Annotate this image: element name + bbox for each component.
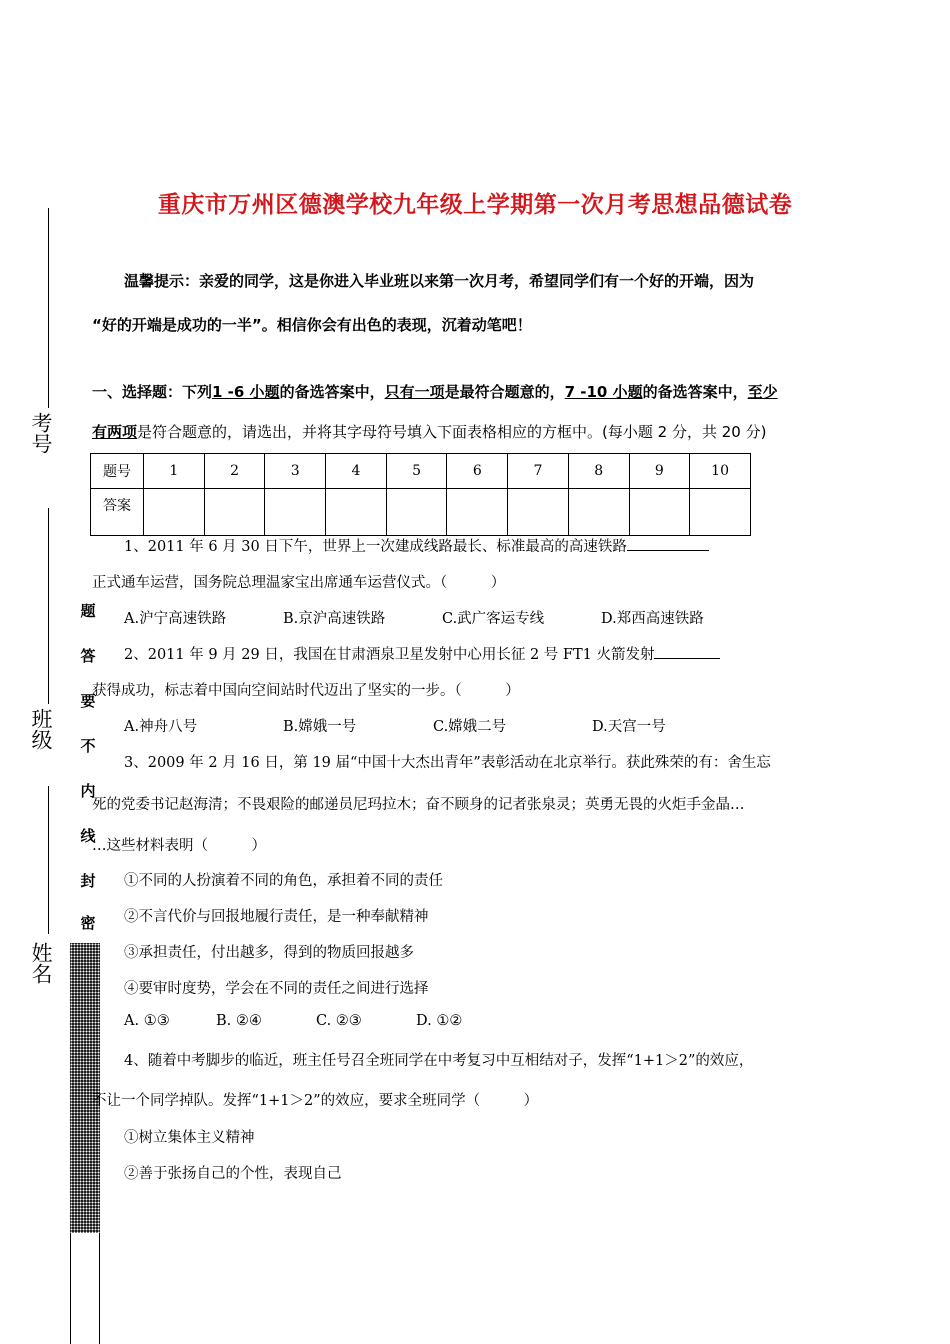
answer-table-number: 9 <box>629 454 690 489</box>
section1-text-d: 只有一项 <box>384 383 445 401</box>
answer-table-number: 2 <box>204 454 265 489</box>
section1-text-h: 至少 <box>747 383 778 401</box>
answer-cell[interactable] <box>386 489 447 536</box>
q2-line-1 <box>124 643 720 664</box>
tip-line-2: “好的开端是成功的一半”。相信你会有出色的表现，沉着动笔吧！ <box>92 316 532 334</box>
answer-cell[interactable] <box>204 489 265 536</box>
answer-cell[interactable] <box>447 489 508 536</box>
answer-table-answer-label: 答案 <box>91 489 144 536</box>
q3-option-b: B. ②④ <box>216 1013 262 1029</box>
section1-line-2 <box>92 421 766 442</box>
answer-cell[interactable] <box>508 489 569 536</box>
q3-item-3: ③承担责任，付出越多，得到的物质回报越多 <box>124 945 414 961</box>
answer-table-answer-row <box>91 489 751 536</box>
answer-table <box>90 453 751 536</box>
answer-cell[interactable] <box>690 489 751 536</box>
q2-option-a: A.神舟八号 <box>124 719 198 735</box>
q3-item-4: ④要审时度势，学会在不同的责任之间进行选择 <box>124 981 429 997</box>
seal-hatch-band <box>70 943 100 1233</box>
q3-item-1: ①不同的人扮演着不同的角色，承担着不同的责任 <box>124 873 443 889</box>
q1-option-d: D.郑西高速铁路 <box>601 611 704 627</box>
q3-line-2: 死的党委书记赵海清；不畏艰险的邮递员尼玛拉木；奋不顾身的记者张泉灵；英勇无畏的火炬手金晶… <box>92 797 745 813</box>
answer-cell[interactable] <box>144 489 205 536</box>
q1-line-1 <box>124 535 709 556</box>
answer-table-header-label: 题号 <box>91 454 144 489</box>
seal-char-5: 内 <box>80 782 96 800</box>
q1-option-b: B.京沪高速铁路 <box>283 611 386 627</box>
answer-table-number: 10 <box>690 454 751 489</box>
answer-table-number: 7 <box>508 454 569 489</box>
q3-option-a: A. ①③ <box>124 1013 170 1029</box>
section1-text-f: 7 -10 小题 <box>564 383 643 401</box>
q2-stem-text: 2、2011 年 9 月 29 日，我国在甘肃酒泉卫星发射中心用长征 2 号 FT1 火箭发射 <box>124 647 655 663</box>
margin-line-mid2 <box>48 786 49 934</box>
exam-number-label: 考号 <box>29 412 53 454</box>
seal-char-2: 答 <box>80 647 96 665</box>
q3-line-1: 3、2009 年 2 月 16 日，第 19 届“中国十大杰出青年”表彰活动在北京举行。获此殊荣的有：舍生忘 <box>124 755 771 771</box>
q2-line-2: 获得成功，标志着中国向空间站时代迈出了坚实的一步。（ ） <box>92 683 520 699</box>
section1-text-j: 是符合题意的，请选出，并将其字母符号填入下面表格相应的方框中。(每小题 2 分，共 20 分) <box>137 423 767 441</box>
class-label: 班级 <box>29 708 53 750</box>
answer-table-number: 6 <box>447 454 508 489</box>
section1-text-b: 1 -6 小题 <box>212 383 280 401</box>
tip-line-1: 温馨提示：亲爱的同学，这是你进入毕业班以来第一次月考，希望同学们有一个好的开端，因为 <box>124 272 755 290</box>
seal-char-1: 题 <box>80 602 96 620</box>
answer-table-number: 1 <box>144 454 205 489</box>
q2-blank <box>654 644 720 659</box>
seal-char-6: 线 <box>80 827 96 845</box>
answer-table-number: 4 <box>326 454 387 489</box>
section1-text-c: 的备选答案中， <box>279 383 385 401</box>
section1-text-i: 有两项 <box>92 423 138 441</box>
answer-table-number: 8 <box>568 454 629 489</box>
seal-char-8: 密 <box>80 914 96 932</box>
section1-text-g: 的备选答案中， <box>642 383 748 401</box>
q1-option-a: A.沪宁高速铁路 <box>124 611 227 627</box>
q1-line-2: 正式通车运营，国务院总理温家宝出席通车运营仪式。（ ） <box>92 575 506 591</box>
q3-item-2: ②不言代价与回报地履行责任，是一种奉献精神 <box>124 909 429 925</box>
q3-option-d: D. ①② <box>416 1013 463 1029</box>
answer-cell[interactable] <box>326 489 387 536</box>
answer-table-number: 5 <box>386 454 447 489</box>
section1-line-1 <box>92 381 778 402</box>
seal-char-7: 封 <box>80 872 96 890</box>
answer-cell[interactable] <box>265 489 326 536</box>
seal-char-4: 不 <box>80 737 96 755</box>
section1-text-e: 是最符合题意的， <box>444 383 565 401</box>
page-title: 重庆市万州区德澳学校九年级上学期第一次月考思想品德试卷 <box>157 192 793 218</box>
q4-item-2: ②善于张扬自己的个性，表现自己 <box>124 1166 342 1182</box>
margin-line-mid1 <box>48 508 49 704</box>
name-label: 姓名 <box>29 942 53 984</box>
q4-line-1: 4、随着中考脚步的临近，班主任号召全班同学在中考复习中互相结对子，发挥“1+1＞2”的效应， <box>124 1053 754 1069</box>
q1-blank <box>627 536 709 551</box>
seal-char-3: 要 <box>80 692 96 710</box>
section1-text-a: 一、选择题：下列 <box>92 383 213 401</box>
q1-option-c: C.武广客运专线 <box>442 611 545 627</box>
seal-white-band <box>70 1233 100 1344</box>
margin-line-top <box>48 208 49 408</box>
q4-line-2: 不让一个同学掉队。发挥“1+1＞2”的效应，要求全班同学（ ） <box>92 1093 539 1109</box>
answer-table-number: 3 <box>265 454 326 489</box>
answer-cell[interactable] <box>568 489 629 536</box>
q3-line-3: …这些材料表明（ ） <box>92 838 266 854</box>
answer-table-header-row <box>91 454 751 489</box>
q4-item-1: ①树立集体主义精神 <box>124 1130 255 1146</box>
answer-cell[interactable] <box>629 489 690 536</box>
q2-option-b: B.嫦娥一号 <box>283 719 357 735</box>
q2-option-c: C.嫦娥二号 <box>433 719 507 735</box>
q1-stem-text: 1、2011 年 6 月 30 日下午，世界上一次建成线路最长、标准最高的高速铁路 <box>124 539 627 555</box>
q2-option-d: D.天宫一号 <box>592 719 666 735</box>
q3-option-c: C. ②③ <box>316 1013 362 1029</box>
